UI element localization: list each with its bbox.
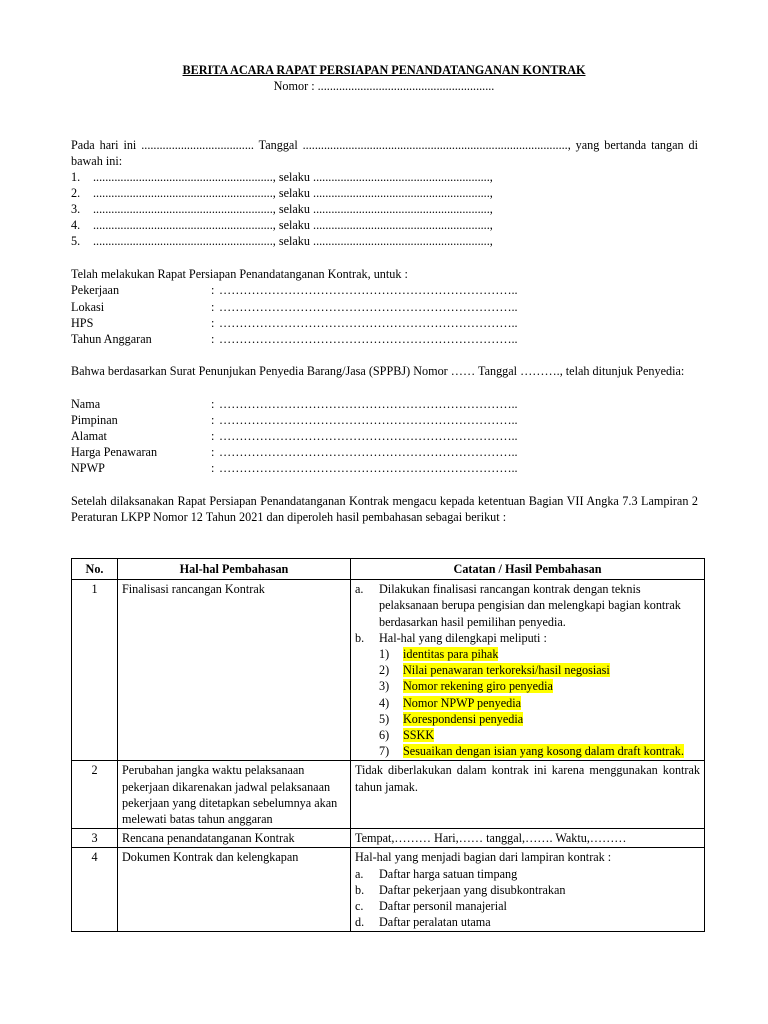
list-number: 4. [71,218,81,232]
list-item [355,898,700,914]
row-number: 1 [72,580,118,761]
list-number: 1. [71,170,81,184]
signatory-text: ..........................................................., selaku .........................................................., [93,218,493,232]
field-label: Pekerjaan [71,283,120,297]
list-number: 3. [71,202,81,216]
table-row [72,848,705,932]
highlighted-text: Sesuaikan dengan isian yang kosong dalam draft kontrak. [403,744,684,759]
list-marker: b. [355,630,365,645]
signatory-text: ..........................................................., selaku .........................................................., [93,234,493,248]
list-item [355,646,700,662]
field-row [71,299,518,315]
list-text: Hal-hal yang dilengkapi meliputi : [379,630,547,645]
list-number: 2. [71,186,81,200]
document-number: Nomor : .......................................................... [273,79,495,93]
notes-heading: Hal-hal yang menjadi bagian dari lampiran kontrak : [355,850,612,865]
field-colon: : [211,461,215,475]
field-colon: : [211,283,215,297]
column-header: Catatan / Hasil Pembahasan [351,559,705,580]
field-value: ……………………………………………………………….. [219,413,518,427]
field-colon: : [211,445,215,459]
field-label: NPWP [71,461,105,475]
signatory-text: ..........................................................., selaku .........................................................., [93,202,493,216]
table-row [72,580,705,761]
discussion-table [71,558,705,932]
field-value: ……………………………………………………………….. [219,300,518,314]
signatory-text: ..........................................................., selaku .........................................................., [93,186,493,200]
column-header: Hal-hal Pembahasan [118,559,351,580]
list-marker: 1) [379,647,390,662]
highlighted-text: Nomor NPWP penyedia [403,695,522,710]
list-item [355,662,700,678]
field-colon: : [211,429,215,443]
row-topic: Finalisasi rancangan Kontrak [118,580,351,761]
section1-intro: Telah melakukan Rapat Persiapan Penandatanganan Kontrak, untuk : [71,267,408,281]
list-marker: d. [355,915,365,930]
list-item [355,630,700,646]
list-marker: b. [355,882,365,897]
row-notes: Tempat,……… Hari,…… tanggal,……. Waktu,……… [351,829,705,848]
field-label: HPS [71,316,94,330]
list-text: Daftar harga satuan timpang [379,866,518,881]
field-row [71,282,518,298]
list-text: Daftar pekerjaan yang disubkontrakan [379,882,566,897]
signatory-text: ..........................................................., selaku .........................................................., [93,170,493,184]
signatory-line [71,185,493,201]
signatory-line [71,201,493,217]
list-marker: a. [355,866,364,881]
list-text: Daftar peralatan utama [379,915,491,930]
field-label: Alamat [71,429,107,443]
signatory-line [71,217,493,233]
column-header: No. [72,559,118,580]
list-marker: 7) [379,744,390,759]
highlighted-text: Korespondensi penyedia [403,711,524,726]
section2-intro: Bahwa berdasarkan Surat Penunjukan Penyedia Barang/Jasa (SPPBJ) Nomor …… Tanggal ………., telah ditunjuk Penyedia: [71,364,685,378]
field-value: ……………………………………………………………….. [219,283,518,297]
list-number: 5. [71,234,81,248]
row-notes [351,848,705,932]
list-item [355,882,700,898]
signatory-line [71,233,493,249]
table-header-row [72,559,705,580]
list-item [355,914,700,930]
field-value: ……………………………………………………………….. [219,461,518,475]
list-text: Daftar personil manajerial [379,899,507,914]
list-marker: 4) [379,695,390,710]
list-item [355,743,700,759]
field-row [71,444,518,460]
field-colon: : [211,316,215,330]
field-value: ……………………………………………………………….. [219,316,518,330]
field-colon: : [211,413,215,427]
field-row [71,315,518,331]
field-row [71,460,518,476]
row-number: 3 [72,829,118,848]
field-label: Harga Penawaran [71,445,158,459]
highlighted-text: Nomor rekening giro penyedia [403,679,553,694]
row-number: 2 [72,761,118,829]
field-label: Tahun Anggaran [71,332,152,346]
table-row [72,761,705,829]
signatory-line [71,169,493,185]
list-marker: 2) [379,663,390,678]
field-colon: : [211,332,215,346]
field-label: Nama [71,397,101,411]
field-value: ……………………………………………………………….. [219,445,518,459]
list-item [355,581,700,630]
table-row [72,829,705,848]
highlighted-text: Nilai penawaran terkoreksi/hasil negosiasi [403,663,610,678]
list-item [355,727,700,743]
row-number: 4 [72,848,118,932]
field-row [71,396,518,412]
list-marker: a. [355,582,364,597]
row-notes [351,580,705,761]
field-label: Pimpinan [71,413,118,427]
highlighted-text: SSKK [403,728,435,743]
highlighted-text: identitas para pihak [403,647,499,662]
field-colon: : [211,397,215,411]
list-marker: c. [355,899,364,914]
list-marker: 6) [379,728,390,743]
list-item [355,711,700,727]
field-label: Lokasi [71,300,105,314]
list-marker: 5) [379,711,390,726]
field-row [71,331,518,347]
row-notes: Tidak diberlakukan dalam kontrak ini karena menggunakan kontrak tahun jamak. [351,761,705,829]
field-row [71,428,518,444]
field-value: ……………………………………………………………….. [219,332,518,346]
list-item [355,678,700,694]
list-item [355,695,700,711]
field-colon: : [211,300,215,314]
row-topic: Perubahan jangka waktu pelaksanaan pekerjaan dikarenakan jadwal pelaksanaan pekerjaan yang ditetapkan sebelumnya akan melewati batas tahun anggaran [118,761,351,829]
row-topic: Rencana penandatanganan Kontrak [118,829,351,848]
intro-paragraph: Pada hari ini ..................................... Tanggal ......................................................................................., yang bertanda tangan di bawah ini: [71,138,698,169]
list-marker: 3) [379,679,390,694]
list-text: Dilakukan finalisasi rancangan kontrak dengan teknis pelaksanaan berupa pengisian dan melengkapi bagian kontrak berdasarkan hasil pemilihan penyedia. [379,582,681,629]
field-value: ……………………………………………………………….. [219,429,518,443]
row-topic: Dokumen Kontrak dan kelengkapan [118,848,351,932]
field-row [71,412,518,428]
document-title: BERITA ACARA RAPAT PERSIAPAN PENANDATANGANAN KONTRAK [182,63,586,77]
section3-intro: Setelah dilaksanakan Rapat Persiapan Penandatanganan Kontrak mengacu kepada ketentuan Bagian VII Angka 7.3 Lampiran 2 Peraturan LKPP Nomor 12 Tahun 2021 dan diperoleh hasil pembahasan sebagai berikut : [71,494,698,525]
list-item [355,866,700,882]
field-value: ……………………………………………………………….. [219,397,518,411]
